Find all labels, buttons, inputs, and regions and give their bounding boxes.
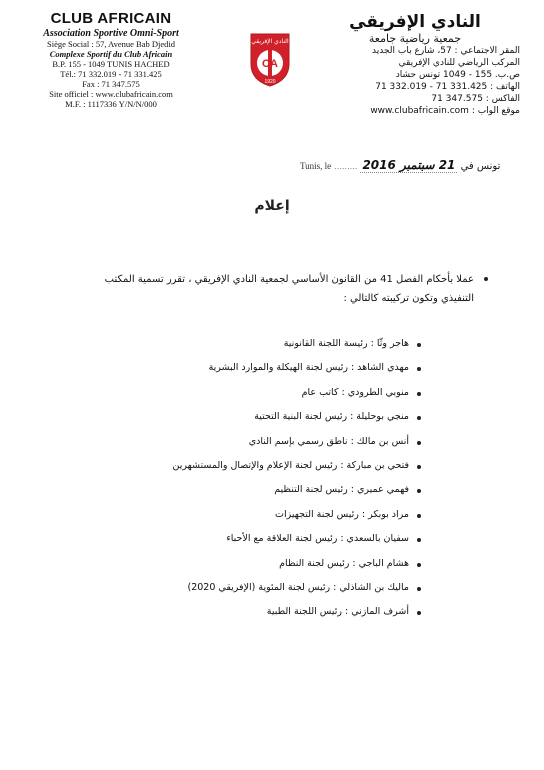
list-item bbox=[79, 478, 409, 502]
bullet-icon bbox=[417, 611, 421, 615]
list-item bbox=[79, 405, 409, 429]
logo-letters: CA bbox=[262, 58, 278, 70]
list-item bbox=[79, 576, 409, 600]
member-text: مهدي الشاهد : رئيس لجنة الهيكلة والموارد البشرية bbox=[208, 362, 409, 374]
bullet-icon bbox=[417, 538, 421, 542]
fax-ar bbox=[310, 93, 520, 105]
member-text: أشرف المازني : رئيس اللجنة الطبية bbox=[266, 606, 409, 618]
fax-label-ar: الفاكس : bbox=[485, 94, 520, 104]
bullet-icon bbox=[417, 514, 421, 518]
bullet-icon bbox=[417, 465, 421, 469]
date-line bbox=[300, 157, 520, 175]
bullet-icon bbox=[417, 489, 421, 493]
bullet-icon bbox=[417, 563, 421, 567]
member-text: منوبي الطرودي : كاتب عام bbox=[301, 386, 409, 398]
siege-ar: المقر الاجتماعي : 57، شارع باب الجديد bbox=[372, 46, 520, 56]
fax-number-ar: 71 347.575 bbox=[431, 94, 483, 104]
club-logo bbox=[248, 30, 292, 88]
intro-text: عملا بأحكام الفصل 41 من القانون الأساسي لجمعية النادي الإفريقي ، تقرر تسمية المكتب التنفيذي وتكون تركيبته كالتالي : bbox=[104, 274, 474, 304]
member-text: فتحي بن مباركة : رئيس لجنة الإعلام والإتصال والمستشهرين bbox=[172, 459, 409, 471]
list-item bbox=[79, 503, 409, 527]
site-url-ar: www.clubafricain.com bbox=[370, 106, 469, 116]
site-ar bbox=[310, 105, 520, 117]
list-item bbox=[79, 356, 409, 380]
club-name-fr: CLUB AFRICAIN bbox=[50, 10, 172, 27]
bullet-icon bbox=[417, 392, 421, 396]
list-item bbox=[79, 600, 409, 624]
fax-fr: Fax : 71 347.575 bbox=[82, 79, 140, 89]
date-handwritten: 21 سبتمبر 2016 bbox=[362, 158, 456, 172]
member-text: هاجر وثّا : رئيسة اللجنة القانونية bbox=[283, 338, 409, 349]
site-label-ar: موقع الواب : bbox=[471, 106, 520, 116]
logo-year: 1920 bbox=[264, 79, 276, 85]
bullet-icon bbox=[417, 367, 421, 371]
member-list bbox=[79, 332, 409, 625]
association-fr: Association Sportive Omni-Sport bbox=[43, 28, 179, 39]
club-name-ar: النادي الإفريقي bbox=[349, 12, 481, 32]
member-text: فهمي عميري : رئيس لجنة التنظيم bbox=[274, 484, 409, 496]
bullet-icon bbox=[417, 416, 421, 420]
complexe-fr: Complexe Sportif du Club Africain bbox=[49, 49, 173, 59]
tel-label-ar: الهاتف : bbox=[490, 82, 520, 92]
date-fr-label: Tunis, le bbox=[300, 161, 332, 171]
member-text: مراد بوبكر : رئيس لجنة التجهيزات bbox=[275, 508, 409, 520]
list-item bbox=[79, 381, 409, 405]
mf-fr: M.F. : 1117336 Y/N/N/000 bbox=[65, 99, 157, 109]
member-text: أنس بن مالك : ناطق رسمي بإسم النادي bbox=[248, 435, 409, 447]
site-fr: Site officiel : www.clubafricain.com bbox=[49, 89, 173, 99]
complexe-ar: المركب الرياضي للنادي الإفريقي bbox=[398, 58, 520, 68]
bp-fr: B.P. 155 - 1049 TUNIS HACHED bbox=[52, 59, 170, 69]
letterhead-french bbox=[26, 10, 196, 109]
list-item bbox=[79, 332, 409, 356]
member-text: منجي بوحليلة : رئيس لجنة البنية التحتية bbox=[254, 411, 409, 423]
bullet-icon bbox=[417, 441, 421, 445]
date-dots: ......... bbox=[334, 162, 358, 171]
list-item bbox=[79, 527, 409, 551]
member-text: ماليك بن الشاذلي : رئيس لجنة المئوية (الإفريقي 2020) bbox=[187, 581, 409, 593]
date-ar-prefix: تونس في bbox=[460, 161, 501, 172]
document-title: إعلام bbox=[254, 198, 290, 214]
member-text: هشام الباجي : رئيس لجنة النظام bbox=[279, 557, 409, 569]
siege-fr: Siège Social : 57, Avenue Bab Djedid bbox=[46, 39, 176, 49]
intro-bullet bbox=[484, 277, 488, 281]
letterhead-arabic bbox=[310, 12, 520, 117]
tel-ar bbox=[310, 81, 520, 93]
member-text: سفيان بالسعدي : رئيس لجنة العلاقة مع الأحباء bbox=[226, 533, 409, 545]
tel-fr: Tél.: 71 332.019 - 71 331.425 bbox=[60, 69, 162, 79]
list-item bbox=[79, 552, 409, 576]
logo-text: النادي الإفريقي bbox=[251, 38, 289, 45]
list-item bbox=[79, 454, 409, 478]
bullet-icon bbox=[417, 343, 421, 347]
list-item bbox=[79, 430, 409, 454]
bullet-icon bbox=[417, 587, 421, 591]
bp-ar: ص.ب. 155 - 1049 تونس حشاد bbox=[395, 70, 520, 80]
association-ar: جمعية رياضية جامعة bbox=[368, 32, 462, 45]
intro-paragraph bbox=[74, 270, 474, 308]
tel-number-ar: 71 332.019 - 71 331.425 bbox=[375, 82, 488, 92]
